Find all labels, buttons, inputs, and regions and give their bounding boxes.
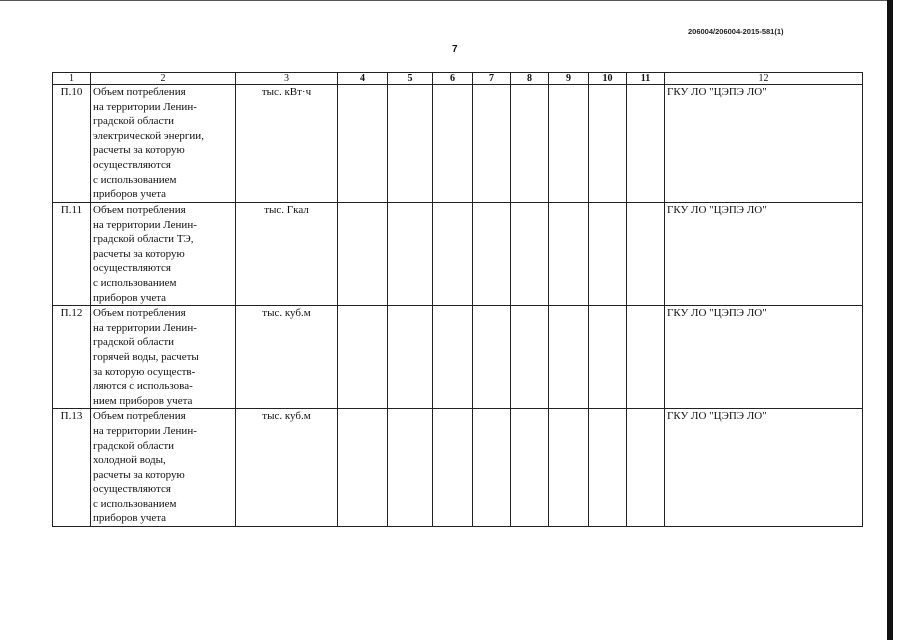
empty-cell xyxy=(338,85,388,203)
row-unit: тыс. куб.м xyxy=(236,306,338,409)
empty-cell xyxy=(473,85,511,203)
column-header: 5 xyxy=(388,73,433,85)
table-row xyxy=(53,306,863,409)
row-unit: тыс. кВт·ч xyxy=(236,85,338,203)
column-header: 10 xyxy=(589,73,627,85)
empty-cell xyxy=(549,203,589,306)
empty-cell xyxy=(473,409,511,527)
empty-cell xyxy=(627,85,665,203)
table-row xyxy=(53,85,863,203)
row-organization: ГКУ ЛО "ЦЭПЭ ЛО" xyxy=(665,203,863,306)
empty-cell xyxy=(627,203,665,306)
column-header: 4 xyxy=(338,73,388,85)
empty-cell xyxy=(388,203,433,306)
column-header: 7 xyxy=(473,73,511,85)
empty-cell xyxy=(388,409,433,527)
empty-cell xyxy=(433,85,473,203)
scan-edge-border xyxy=(887,0,893,640)
data-table xyxy=(52,72,863,527)
empty-cell xyxy=(433,203,473,306)
column-header: 2 xyxy=(91,73,236,85)
row-description: Объем потребления на территории Ленин- градской области холодной воды, расчеты за которую осуществляются с использованием приборов учета xyxy=(91,409,236,527)
empty-cell xyxy=(433,306,473,409)
row-description: Объем потребления на территории Ленин- градской области ТЭ, расчеты за которую осуществляются с использованием приборов учета xyxy=(91,203,236,306)
empty-cell xyxy=(589,409,627,527)
column-header: 6 xyxy=(433,73,473,85)
empty-cell xyxy=(511,85,549,203)
empty-cell xyxy=(511,306,549,409)
row-code: П.10 xyxy=(53,85,91,203)
empty-cell xyxy=(338,203,388,306)
column-header: 3 xyxy=(236,73,338,85)
row-description: Объем потребления на территории Ленин- градской области электрической энергии, расчеты за которую осуществляются с использованием приборов учета xyxy=(91,85,236,203)
empty-cell xyxy=(589,203,627,306)
empty-cell xyxy=(473,203,511,306)
column-header: 8 xyxy=(511,73,549,85)
row-code: П.13 xyxy=(53,409,91,527)
empty-cell xyxy=(388,85,433,203)
row-organization: ГКУ ЛО "ЦЭПЭ ЛО" xyxy=(665,306,863,409)
table-header-row xyxy=(53,73,863,85)
empty-cell xyxy=(388,306,433,409)
empty-cell xyxy=(338,409,388,527)
row-organization: ГКУ ЛО "ЦЭПЭ ЛО" xyxy=(665,409,863,527)
scan-edge-line xyxy=(0,0,887,1)
table-row xyxy=(53,203,863,306)
empty-cell xyxy=(511,203,549,306)
row-organization: ГКУ ЛО "ЦЭПЭ ЛО" xyxy=(665,85,863,203)
row-unit: тыс. Гкал xyxy=(236,203,338,306)
row-code: П.12 xyxy=(53,306,91,409)
empty-cell xyxy=(549,85,589,203)
table-row xyxy=(53,409,863,527)
column-header: 12 xyxy=(665,73,863,85)
empty-cell xyxy=(589,306,627,409)
column-header: 9 xyxy=(549,73,589,85)
empty-cell xyxy=(473,306,511,409)
page-number: 7 xyxy=(452,44,458,55)
row-unit: тыс. куб.м xyxy=(236,409,338,527)
empty-cell xyxy=(589,85,627,203)
empty-cell xyxy=(549,306,589,409)
row-code: П.11 xyxy=(53,203,91,306)
empty-cell xyxy=(627,409,665,527)
column-header: 11 xyxy=(627,73,665,85)
document-id: 206004/206004-2015-581(1) xyxy=(688,27,784,36)
empty-cell xyxy=(433,409,473,527)
empty-cell xyxy=(627,306,665,409)
empty-cell xyxy=(511,409,549,527)
empty-cell xyxy=(549,409,589,527)
column-header: 1 xyxy=(53,73,91,85)
empty-cell xyxy=(338,306,388,409)
row-description: Объем потребления на территории Ленин- градской области горячей воды, расчеты за которую осуществ- ляются с использова- нием приборов учета xyxy=(91,306,236,409)
